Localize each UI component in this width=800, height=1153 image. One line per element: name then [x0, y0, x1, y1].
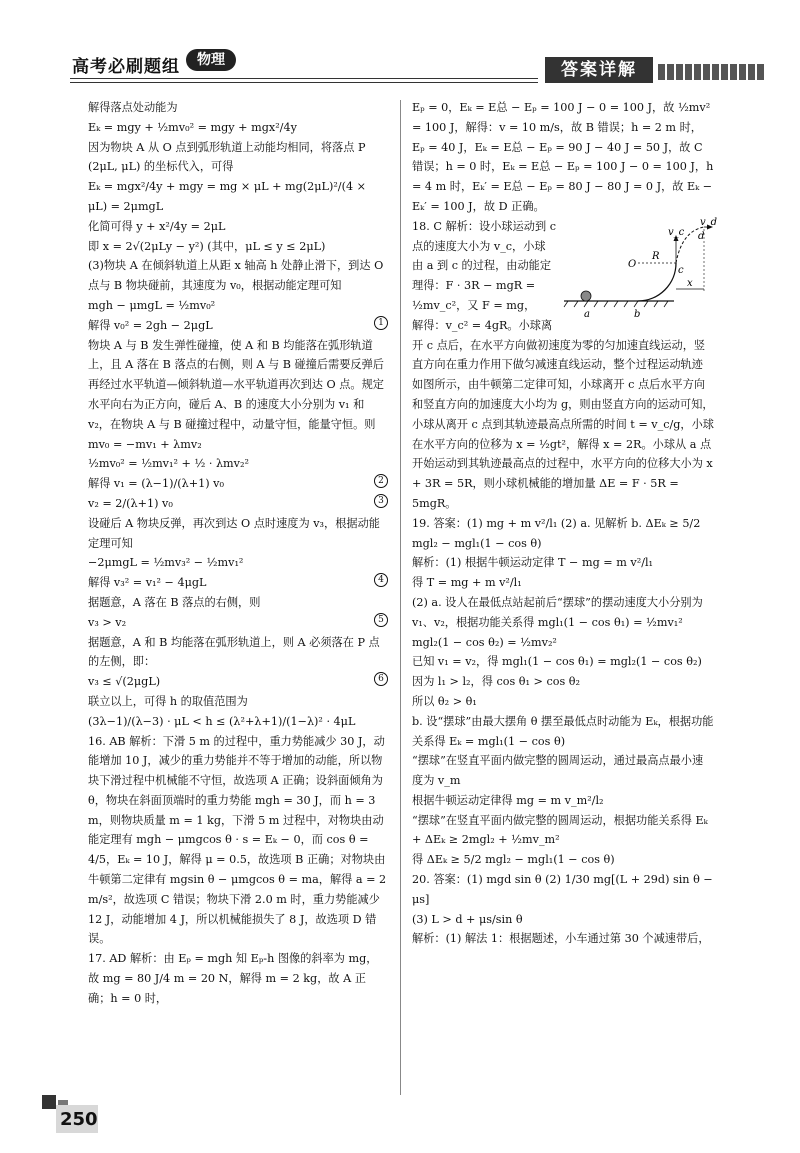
equation: (3) L > d + μs/sin θ [412, 912, 523, 926]
left-column [88, 98, 388, 1009]
equation: (3λ−1)/(λ−3) · μL < h ≤ (λ²+λ+1)/(1−λ)² · 4μL [88, 714, 356, 728]
equation: Eₖ = mgy + ½mv₀² = mgy + mgx²/4y [88, 120, 297, 134]
text-line: 据题意，A 和 B 均能落在弧形轨道上，则 A 必须落在 P 点的左侧，即： [88, 635, 380, 669]
header-rule-thin [70, 82, 538, 83]
label-R: R [652, 250, 660, 262]
text-line: 据题意，A 落在 B 落点的右侧，则 [88, 595, 261, 609]
equation: mv₀ = −mv₁ + λmv₂ [88, 437, 202, 451]
equation-number: 5 [374, 613, 388, 627]
equation-number: 3 [374, 494, 388, 508]
equation-numbered [88, 316, 388, 336]
arc-track [638, 263, 676, 301]
trajectory-diagram [564, 216, 718, 331]
equation: mgl₂(1 − cos θ₂) = ½mv₂² [412, 635, 557, 649]
equation: 因为 l₁ > l₂，得 cos θ₁ > cos θ₂ [412, 675, 580, 689]
ball [581, 291, 591, 301]
equation-number: 4 [374, 573, 388, 587]
equation-numbered [88, 573, 388, 593]
text-line: 解析：(1) 根据牛顿运动定律 T − mg = m v²/l₁ [412, 556, 654, 570]
header-decoration [658, 64, 766, 84]
equation-numbered [88, 474, 388, 494]
equation: ½mv₀² = ½mv₁² + ½ · λmv₂² [88, 457, 249, 471]
label-c: c [678, 264, 684, 276]
equation: Eₖ = mgx²/4y + mgy = mg × μL + mg(2μL)²/(4 × μL) = 2μmgL [88, 180, 366, 213]
right-column [412, 98, 718, 949]
equation: 解得 v₃² = v₁² − 4μgL [88, 576, 207, 590]
text-line: 解得落点处动能为 [88, 101, 178, 114]
text-line: 联立以上，可得 h 的取值范围为 [88, 694, 248, 708]
equation: v₂ = 2/(λ+1) v₀ [88, 496, 173, 510]
text-line: 设碰后 A 物块反弹，再次到达 O 点时速度为 v₃，根据动能定理可知 [88, 516, 380, 550]
equation: v₃ ≤ √(2μgL) [88, 675, 161, 689]
page-number-block [42, 1095, 98, 1131]
section-badge: 答案详解 [545, 57, 653, 83]
equation: 所以 θ₂ > θ₁ [412, 694, 477, 708]
column-divider [400, 100, 401, 1095]
book-title: 高考必刷题组 [72, 57, 180, 77]
ground-hatch [564, 301, 668, 307]
label-vd: v_d [700, 216, 718, 228]
equation: 得 ΔEₖ ≥ 5/2 mgl₂ − mgl₁(1 − cos θ) [412, 853, 615, 867]
text-line: 因为物块 A 从 O 点到弧形轨道上动能均相同，将落点 P (2μL, μL) 的坐标代入，可得 [88, 140, 366, 174]
equation: 得 T = mg + m v²/l₁ [412, 576, 522, 590]
answer-20: 20. 答案：(1) mgd sin θ (2) 1/30 mg[(L + 29d) sin θ − μs] [412, 873, 713, 906]
equation-number: 2 [374, 474, 388, 488]
equation-numbered [88, 672, 388, 692]
label-O: O [628, 258, 637, 270]
answer-18: 18. C 解析：设小球运动到 c 点的速度大小为 v_c，小球由 a 到 c 的过程，由动能定理得：F · 3R − mgR = ½mv_c²，又 F = mg， [412, 219, 556, 312]
text-line: “摆球”在竖直平面内做完整的圆周运动，通过最高点最小速度为 v_m [412, 754, 704, 788]
equation-number: 6 [374, 672, 388, 686]
equation-numbered [88, 494, 388, 514]
subject-badge: 物理 [186, 49, 236, 71]
text-line: (2) a. 设人在最低点站起前后“摆球”的摆动速度大小分别为 v₁、v₂，根据功能关系得 mgl₁(1 − cos θ₁) = ½mv₁² [412, 595, 703, 629]
text-line: Eₚ = 0，Eₖ = E总 − Eₚ = 100 J − 0 = 100 J，故 ½mv² = 100 J，解得：v = 10 m/s，故 B 错误；h = 2 m 时，Eₚ = 40 J，Eₖ = E总 − Eₚ = 90 J − 40 J = 50 J，故 C 错误；h = 0 时，Eₖ = E总 − Eₚ = 100 J − 0 = 100 J，h = 4 m 时，Eₖ′ = E总 − Eₚ = 80 J − 80 J = 0 J，故 Eₖ − Eₖ′ = 100 J，故 D 正确。 [412, 101, 714, 213]
text-line: “摆球”在竖直平面内做完整的圆周运动，根据功能关系得 Eₖ + ΔEₖ ≥ 2mgl₂ + ½mv_m² [412, 813, 708, 847]
equation: v₃ > v₂ [88, 615, 127, 629]
answer-16: 16. AB 解析：下滑 5 m 的过程中，重力势能减少 30 J，动能增加 10 J，减少的重力势能并不等于增加的动能，所以物块下滑过程中机械能不守恒，故选项 A 正确；设斜面倾角为 θ，物块在斜面顶端时的重力势能 mgh = 30 J，而 h = 3 m，则物块质量 m = 1 kg，下滑 5 m 过程中，对物块由动能定理有 mgh − μmgcos θ · s = Eₖ − 0，而 cos θ = 4/5，Eₖ = 10 J，解得 μ = 0.5，故选项 B 正确；对物块由牛顿第二定律有 mgsin θ − μmgcos θ = ma，解得 a = 2 m/s²，故选项 C 错误；物块下滑 2.0 m 时，重力势能减少 12 J，动能增加 4 J，所以机械能损失了 8 J，故选项 D 错误。 [88, 734, 387, 946]
equation: 即 x = 2√(2μLy − y²) (其中，μL ≤ y ≤ 2μL) [88, 239, 326, 253]
label-b: b [634, 308, 641, 320]
label-a: a [584, 308, 590, 320]
equation: 根据牛顿运动定律得 mg = m v_m²/l₂ [412, 793, 604, 807]
equation: mgh − μmgL = ½mv₀² [88, 298, 216, 312]
header-rule [70, 78, 538, 79]
label-x: x [687, 277, 693, 289]
label-vc: v_c [668, 226, 685, 238]
equation: 解得 v₀² = 2gh − 2μgL [88, 318, 213, 332]
text-line: 物块 A 与 B 发生弹性碰撞，使 A 和 B 均能落在弧形轨道上，且 A 落在 B 落点的右侧，则 A 与 B 碰撞后需要反弹后再经过水平轨道—倾斜轨道—水平轨道再次到达 O 点。规定水平向右为正方向，碰后 A、B 的速度大小分别为 v₁ 和 v₂，在物块 A 与 B 碰撞过程中，动量守恒，能量守恒。则 [88, 338, 384, 431]
equation: 已知 v₁ = v₂，得 mgl₁(1 − cos θ₁) = mgl₂(1 − cos θ₂) [412, 655, 702, 669]
text-line: b. 设“摆球”由最大摆角 θ 摆至最低点时动能为 Eₖ，根据功能关系得 Eₖ = mgl₁(1 − cos θ) [412, 714, 714, 748]
equation: −2μmgL = ½mv₃² − ½mv₁² [88, 556, 244, 570]
equation: 解得 v₁ = (λ−1)/(λ+1) v₀ [88, 477, 224, 491]
text-line: 解析：(1) 解法 1：根据题述，小车通过第 30 个减速带后， [412, 932, 710, 946]
equation: 化简可得 y + x²/4y = 2μL [88, 219, 226, 233]
equation-numbered [88, 613, 388, 633]
text-line: 解得：v_c² = 4gR。小球离开 c 点后，在水平方向做初速度为零的匀加速直线运动，竖直方向在重力作用下做匀减速直线运动，整个过程运动轨迹如图所示，由牛顿第二定律可知，小球离开 c 点后水平方向和竖直方向的加速度大小均为 g，则由竖直方向的运动可知，小球从离开 c 点到其轨迹最高点所需的时间 t = v_c/g，小球在水平方向的位移为 x = ½gt²，解得 x = 2R。小球从 a 点开始运动到其轨迹最高点的过程中，水平方向的位移大小为 x + 3R = 5R，则小球机械能的增加量 ΔE = F · 5R = 5mgR。 [412, 318, 714, 510]
answer-19: 19. 答案：(1) mg + m v²/l₁ (2) a. 见解析 b. ΔEₖ ≥ 5/2 mgl₂ − mgl₁(1 − cos θ) [412, 516, 701, 550]
page-number: 250 [60, 1109, 98, 1130]
answer-17: 17. AD 解析：由 Eₚ = mgh 知 Eₚ-h 图像的斜率为 mg，故 mg = 80 J/4 m = 20 N，解得 m = 2 kg，故 A 正确；h = 0 时， [88, 952, 378, 1005]
text-line: (3)物块 A 在倾斜轨道上从距 x 轴高 h 处静止滑下，到达 O 点与 B 物块碰前，其速度为 v₀，根据动能定理可知 [88, 259, 384, 293]
equation-number: 1 [374, 316, 388, 330]
equation-numbered [88, 296, 388, 316]
label-d: d [698, 230, 705, 242]
